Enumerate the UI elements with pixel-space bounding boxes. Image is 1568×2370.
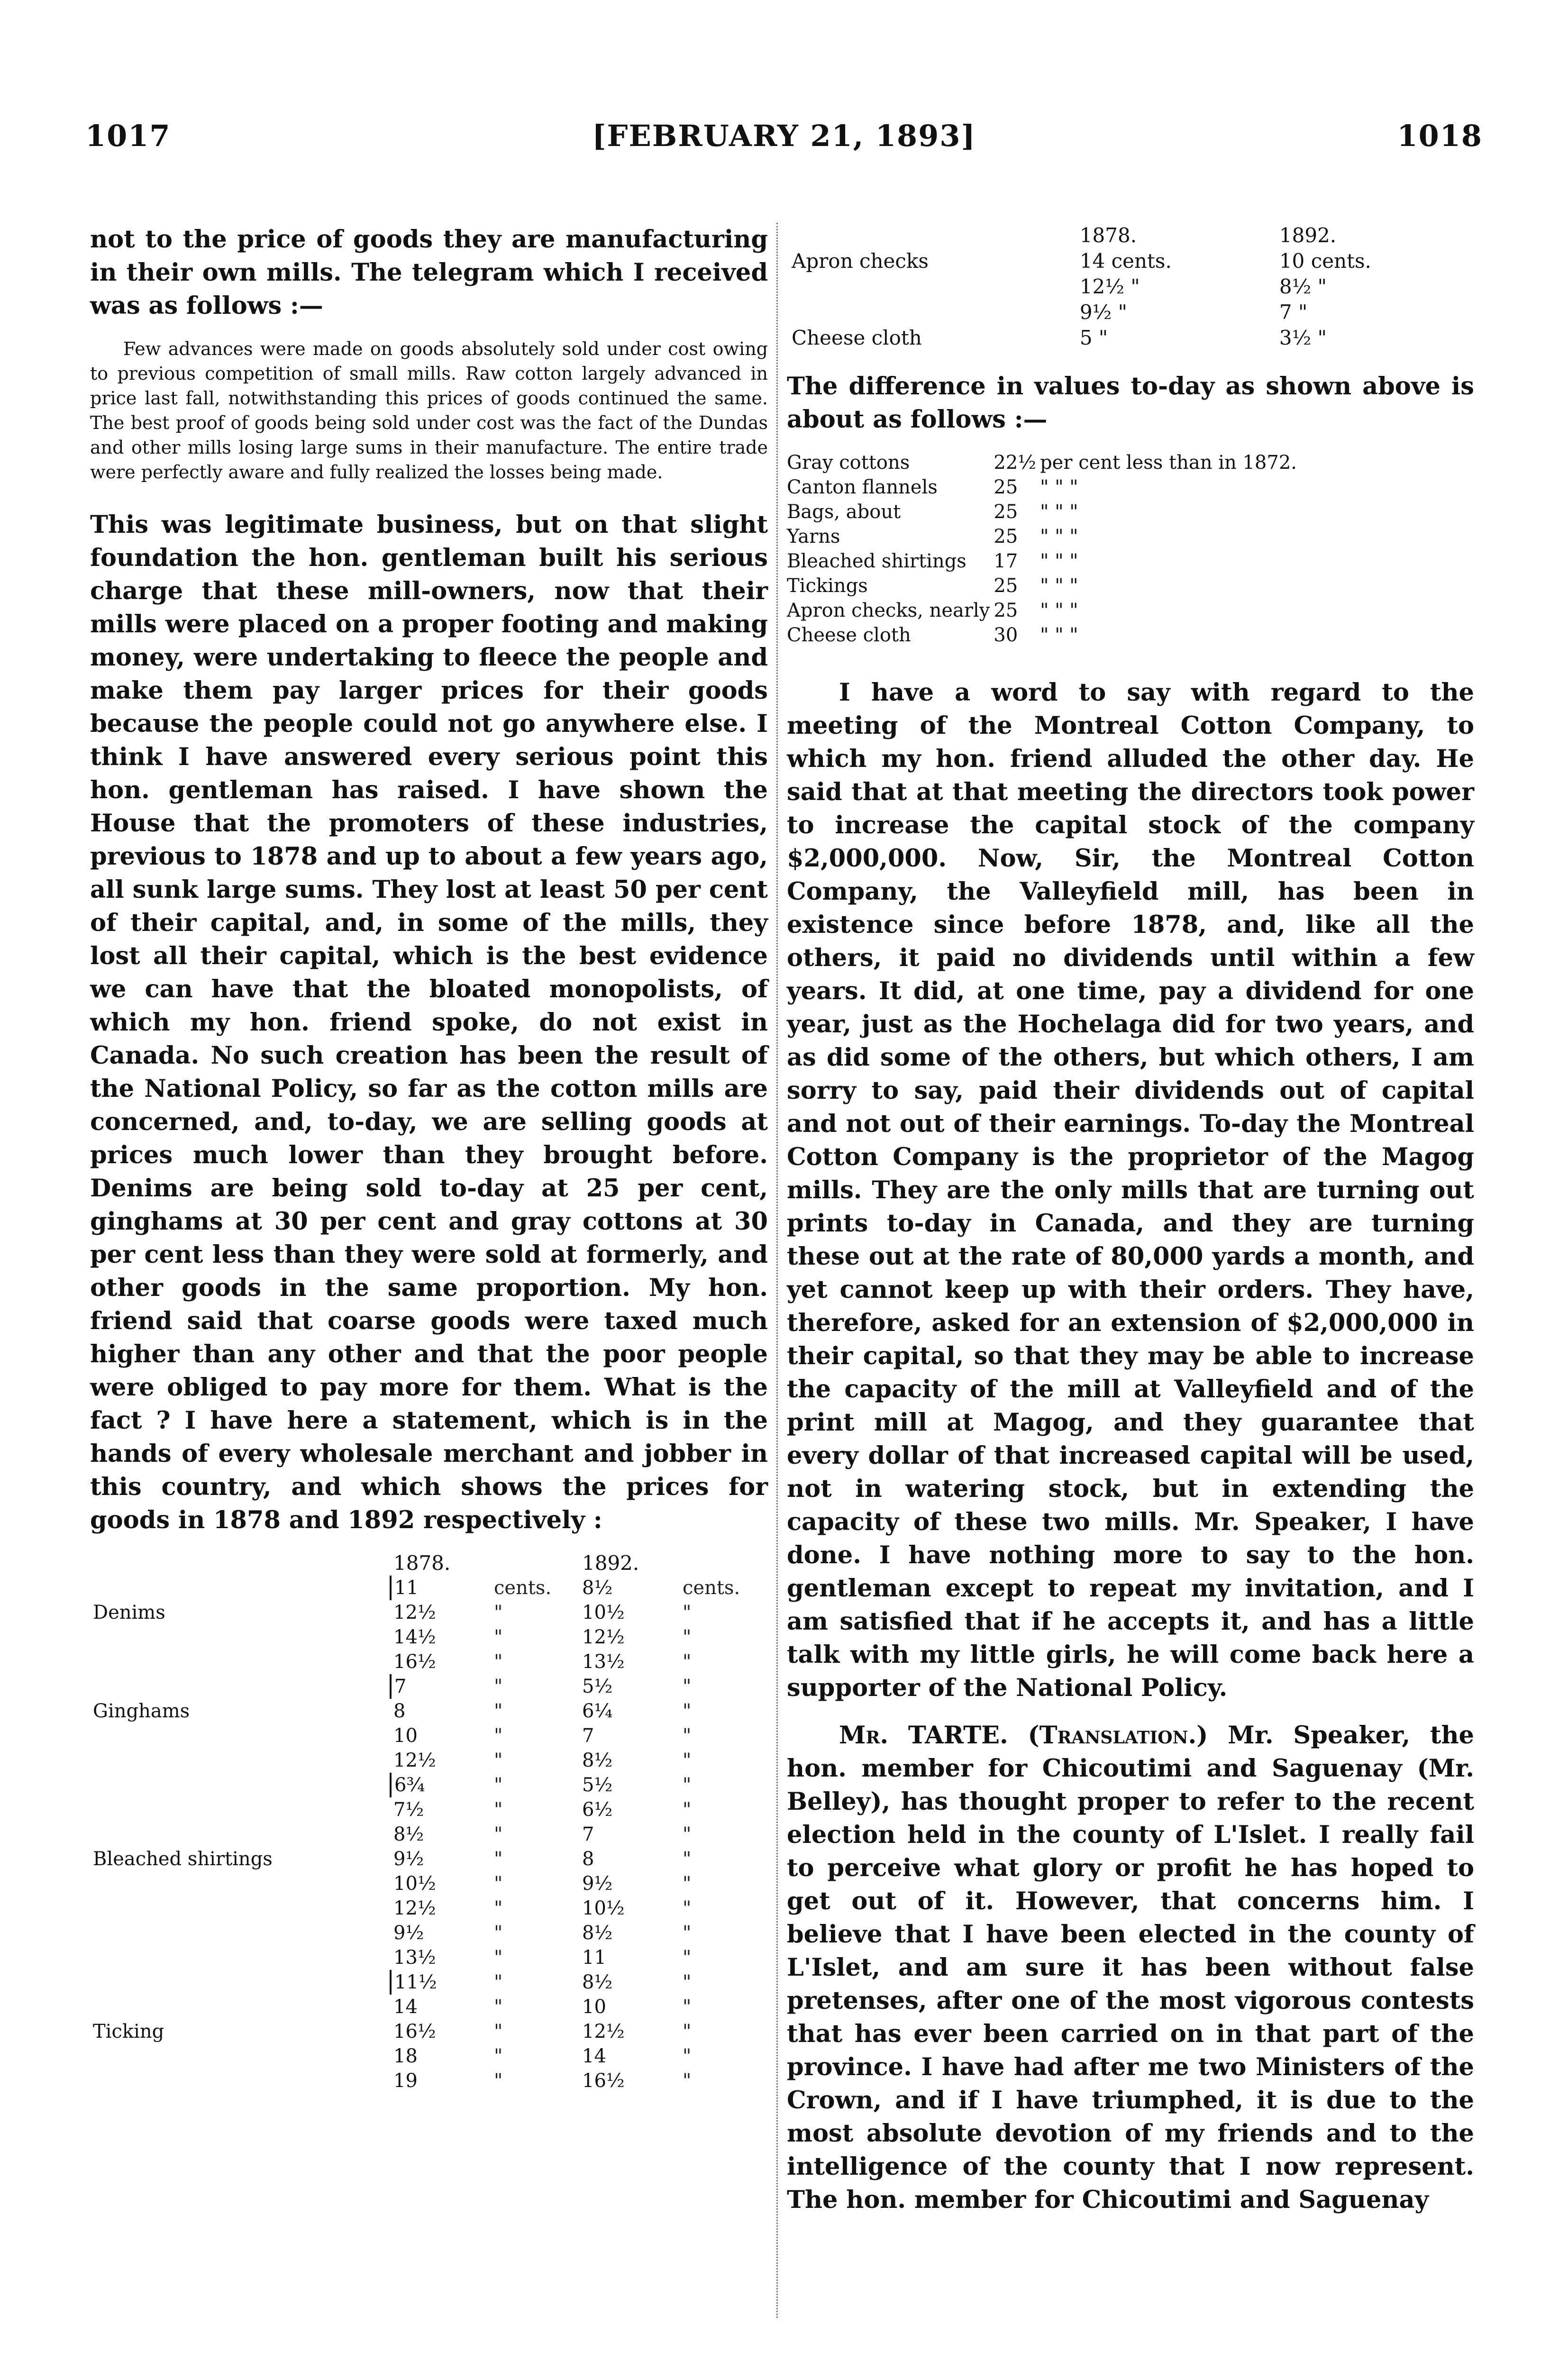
left-paragraph-2: This was legitimate business, but on that slight foundation the hon. gentleman built his serious charge that these mill-owners, now that their mills were placed on a proper footing and making money, were undertaking to fleece the people and make them pay larger prices for their goods because the people could not go anywhere else. I think I have answered every serious point this hon. gentleman has raised. I have shown the House that the promoters of these industries, previous to 1878 and up to about a few years ago, all sunk large sums. They lost at least 50 per cent of their capital, and, in some of the mills, they lost all their capital, which is the best evidence we can have that the bloated monopolists, of which my hon. friend spoke, do not exist in Canada. No such creation has been the result of the National Policy, so far as the cotton mills are concerned, and, to-day, we are selling goods at prices much lower than they brought before. Denims are being sold to-day at 25 per cent, ginghams at 30 per cent and gray cottons at 30 per cent less than they were sold at formerly, and other goods in the same proportion. My hon. friend said that coarse goods were taxed much higher than any other and that the poor people were obliged to pay more for them. What is the fact ? I have here a statement, which is in the hands of every wholesale merchant and jobber in this country, and which shows the prices for goods in 1878 and 1892 respectively : [90,510,768,1534]
difference-label: Yarns [787,526,840,547]
price-group-label [90,2069,391,2093]
price-row [90,1674,768,1699]
difference-row [787,549,1301,574]
unit-1892: " [683,2070,692,2092]
price-1878: 16½ [393,1651,436,1673]
price-1878: 10 [393,1725,418,1747]
price-1892: 16½ [582,2070,625,2092]
unit-1892: " [683,1823,692,1845]
difference-row [787,500,1301,524]
unit-1878: " [494,1602,503,1623]
speaker-text: Mr. Speaker, the hon. member for Chicoutimi and Saguenay (Mr. Belley), has thought proper to refer to the recent election held in the county of L'Islet. I really fail to perceive what glory or profit he has hoped to get out of it. However, that concerns him. I believe that I have been elected in the county of L'Islet, and am sure it has been without false pretenses, after one of the most vigorous contests that has ever been carried on in that part of the province. I have had after me two Ministers of the Crown, and if I have triumphed, it is due to the most absolute devotion of my friends and to the intelligence of the county that I now represent. The hon. member for Chicoutimi and Saguenay [787,1721,1474,2214]
unit-1892: " [683,1971,692,1993]
price-1878: 8½ [393,1823,424,1845]
price-group-label [90,1921,391,1945]
right-paragraph-3 [787,1719,1474,2216]
price-1878: 7½ [393,1799,424,1821]
difference-label: Canton flannels [787,476,938,498]
price-row [90,1699,768,1723]
unit-1892: " [683,1700,692,1722]
difference-value: 25 [994,526,1018,547]
price-1892: 7 [582,1823,594,1845]
price-1878: 9½ [393,1922,424,1944]
top-table-row [787,248,1474,274]
price-1878: 12½ [393,1750,436,1771]
price-1892: 5½ [582,1676,613,1697]
unit-1892: " [683,1922,692,1944]
price-1878: 18 [393,2045,418,2067]
price-row [90,1847,768,1871]
unit-1892: " [683,1774,692,1796]
unit-1892: " [683,1626,692,1648]
right-column [787,223,1474,2231]
price-row [90,1576,768,1600]
price-group-label [90,1995,391,2019]
right-page-number: 1018 [1397,118,1483,153]
price-1878: 12½ [393,1897,436,1919]
price-1878: 11 [391,1576,491,1600]
price-1892: 12½ [582,2021,625,2042]
top-cell-label: Apron checks [792,249,929,273]
difference-value: 25 [994,501,1018,523]
unit-1892: " [683,1799,692,1821]
unit-1878: " [494,1725,503,1747]
price-row [90,1995,768,2019]
right-paragraph-1: The difference in values to-day as shown above is about as follows :— [787,372,1474,434]
price-row [90,1650,768,1674]
page-date: [FEBRUARY 21, 1893] [592,118,976,153]
top-table-header [787,223,1474,248]
top-cell-b: 10 cents. [1279,249,1371,273]
unit-1892: " [683,1996,692,2018]
unit-1878: " [494,1700,503,1722]
price-1878: 10½ [393,1873,436,1895]
unit-1878: " [494,1676,503,1697]
price-1892: 10 [582,1996,606,2018]
price-group-label [90,1773,391,1797]
top-table-row [787,300,1474,325]
unit-1878: " [494,1922,503,1944]
price-row [90,1871,768,1896]
difference-text: " " " [1040,526,1078,547]
price-1892: 8½ [582,1971,613,1993]
unit-1878: " [494,2021,503,2042]
top-cell-b: 3½ " [1279,326,1327,349]
price-row [90,1773,768,1797]
difference-label: Cheese cloth [787,624,911,646]
difference-row [787,475,1301,500]
unit-1892: " [683,1897,692,1919]
unit-1878: " [494,1947,503,1969]
price-row [90,1625,768,1650]
difference-value: 25 [994,476,1018,498]
column-divider [776,223,778,2318]
left-page-number: 1017 [85,118,171,153]
difference-table [787,450,1301,647]
price-1878: 12½ [393,1602,436,1623]
difference-text: " " " [1040,476,1078,498]
speaker-name: Mr. TARTE. (Translation.) [839,1721,1208,1750]
top-year-1878: 1878. [1079,224,1137,247]
unit-1878: " [494,1626,503,1648]
price-row [90,1822,768,1847]
difference-value: 17 [994,550,1018,572]
top-cell-a: 12½ " [1079,275,1140,298]
price-group-label: Ticking [93,2021,164,2042]
unit-1878: " [494,2045,503,2067]
price-1878: 16½ [393,2021,436,2042]
price-group-label [90,1576,391,1600]
unit-1878: " [494,1873,503,1895]
difference-label: Apron checks, nearly [787,600,990,621]
difference-row [787,524,1301,549]
price-row [90,2069,768,2093]
difference-row [787,623,1301,647]
price-group-label: Bleached shirtings [93,1848,273,1870]
price-1878: 13½ [393,1947,436,1969]
price-1892: 8½ [582,1922,613,1944]
unit-1892: cents. [683,1577,740,1599]
price-1892: 12½ [582,1626,625,1648]
price-row [90,1723,768,1748]
unit-1892: " [683,2045,692,2067]
top-cell-b: 8½ " [1279,275,1327,298]
unit-1892: " [683,1651,692,1673]
price-group-label: Ginghams [93,1700,190,1722]
difference-text: " " " [1040,624,1078,646]
price-1892: 8½ [582,1750,613,1771]
top-cell-a: 5 " [1079,326,1108,349]
unit-1892: " [683,2021,692,2042]
unit-1878: " [494,2070,503,2092]
unit-1878: " [494,1848,503,1870]
unit-1878: " [494,1823,503,1845]
unit-1878: " [494,1750,503,1771]
price-group-label [90,2044,391,2069]
price-row [90,1600,768,1625]
price-1892: 5½ [582,1774,613,1796]
price-1878: 14 [393,1996,418,2018]
price-row [90,1748,768,1773]
page-header [85,118,1483,161]
difference-text: " " " [1040,501,1078,523]
difference-label: Bleached shirtings [787,550,966,572]
unit-1892: " [683,1947,692,1969]
price-1892: 14 [582,2045,606,2067]
price-group-label [90,1650,391,1674]
difference-row [787,598,1301,623]
price-1892: 6½ [582,1799,613,1821]
price-1892: 10½ [582,1897,625,1919]
price-1892: 9½ [582,1873,613,1895]
difference-text: " " " [1040,550,1078,572]
price-1878: 11½ [391,1970,491,1995]
price-1878: 7 [391,1674,491,1699]
difference-label: Gray cottons [787,452,910,474]
difference-value: 22½ [994,452,1037,474]
unit-1892: " [683,1750,692,1771]
unit-1878: " [494,1971,503,1993]
difference-label: Bags, about [787,501,901,523]
price-1878: 14½ [393,1626,436,1648]
unit-1878: " [494,1774,503,1796]
unit-1892: " [683,1676,692,1697]
price-group-label [90,1625,391,1650]
right-paragraph-2: I have a word to say with regard to the meeting of the Montreal Cotton Company, to which my hon. friend alluded the other day. He said that at that meeting the directors took power to increase the capital stock of the company $2,000,000. Now, Sir, the Montreal Cotton Company, the Valleyfield mill, has been in existence since before 1878, and, like all the others, it paid no dividends until within a few years. It did, at one time, pay a dividend for one year, just as the Hochelaga did for two years, and as did some of the others, but which others, I am sorry to say, paid their dividends out of capital and not out of their earnings. To-day the Montreal Cotton Company is the proprietor of the Magog mills. They are the only mills that are turning out prints to-day in Canada, and they are turning these out at the rate of 80,000 yards a month, and yet cannot keep up with their orders. They have, therefore, asked for an extension of $2,000,000 in their capital, so that they may be able to increase the capacity of the mill at Valleyfield and of the print mill at Magog, and they guarantee that every dollar of that increased capital will be used, not in watering stock, but in extending the capacity of these two mills. Mr. Speaker, I have done. I have nothing more to say to the hon. gentleman except to repeat my invitation, and I am satisfied that if he accepts it, and has a little talk with my little girls, he will come back here a supporter of the National Policy. [787,678,1474,1702]
top-year-1892: 1892. [1279,224,1337,247]
price-1892: 8 [582,1848,594,1870]
price-group-label [90,1970,391,1995]
price-row [90,1970,768,1995]
left-column [90,223,768,2093]
top-cell-a: 9½ " [1079,301,1127,324]
price-group-label [90,1896,391,1921]
price-1878: 19 [393,2070,418,2092]
price-row [90,1921,768,1945]
price-1892: 7 [582,1725,594,1747]
price-group-label [90,1674,391,1699]
price-group-label: Denims [93,1602,165,1623]
left-paragraph-1: not to the price of goods they are manufacturing in their own mills. The telegram which I received was as follows :— [90,225,768,320]
price-group-label [90,1871,391,1896]
difference-value: 25 [994,600,1018,621]
price-group-label [90,1822,391,1847]
top-cell-a: 14 cents. [1079,249,1172,273]
price-row [90,1945,768,1970]
unit-1878: " [494,1897,503,1919]
difference-text: " " " [1040,600,1078,621]
telegram-quote: Few advances were made on goods absolutely sold under cost owing to previous competition of small mills. Raw cotton largely advanced in price last fall, notwithstanding this prices of goods continued the same. The best proof of goods being sold under cost was the fact of the Dundas and other mills losing large sums in their manufacture. The entire trade were perfectly aware and fully realized the losses being made. [90,338,768,483]
unit-1878: " [494,1651,503,1673]
difference-row [787,574,1301,598]
difference-label: Tickings [787,575,868,597]
unit-1878: " [494,1996,503,2018]
top-cell-label [787,274,1075,300]
top-cell-b: 7 " [1279,301,1308,324]
difference-value: 25 [994,575,1018,597]
price-table-header [90,1551,768,1576]
price-group-label [90,1748,391,1773]
price-1878: 6¾ [391,1773,491,1797]
unit-1878: cents. [494,1577,552,1599]
difference-row [787,450,1301,475]
price-group-label [90,1723,391,1748]
price-row [90,2044,768,2069]
price-group-label [90,1945,391,1970]
year-1892-header: 1892. [582,1551,639,1575]
price-1892: 6¼ [582,1700,613,1722]
difference-value: 30 [994,624,1018,646]
price-1892: 8½ [582,1577,613,1599]
price-row [90,1896,768,1921]
price-row [90,1797,768,1822]
difference-text: " " " [1040,575,1078,597]
price-group-label [90,1797,391,1822]
unit-1878: " [494,1799,503,1821]
price-1878: 9½ [393,1848,424,1870]
price-1878: 8 [393,1700,406,1722]
difference-text: per cent less than in 1872. [1040,452,1297,474]
top-table-row [787,325,1474,351]
unit-1892: " [683,1848,692,1870]
price-table [90,1551,768,2093]
price-1892: 11 [582,1947,606,1969]
price-1892: 13½ [582,1651,625,1673]
unit-1892: " [683,1602,692,1623]
price-1892: 10½ [582,1602,625,1623]
top-table-row [787,274,1474,300]
top-cell-label [787,300,1075,325]
top-cell-label: Cheese cloth [792,326,922,349]
apron-cheese-table [787,223,1474,351]
price-row [90,2019,768,2044]
year-1878-header: 1878. [393,1551,451,1575]
unit-1892: " [683,1873,692,1895]
unit-1892: " [683,1725,692,1747]
